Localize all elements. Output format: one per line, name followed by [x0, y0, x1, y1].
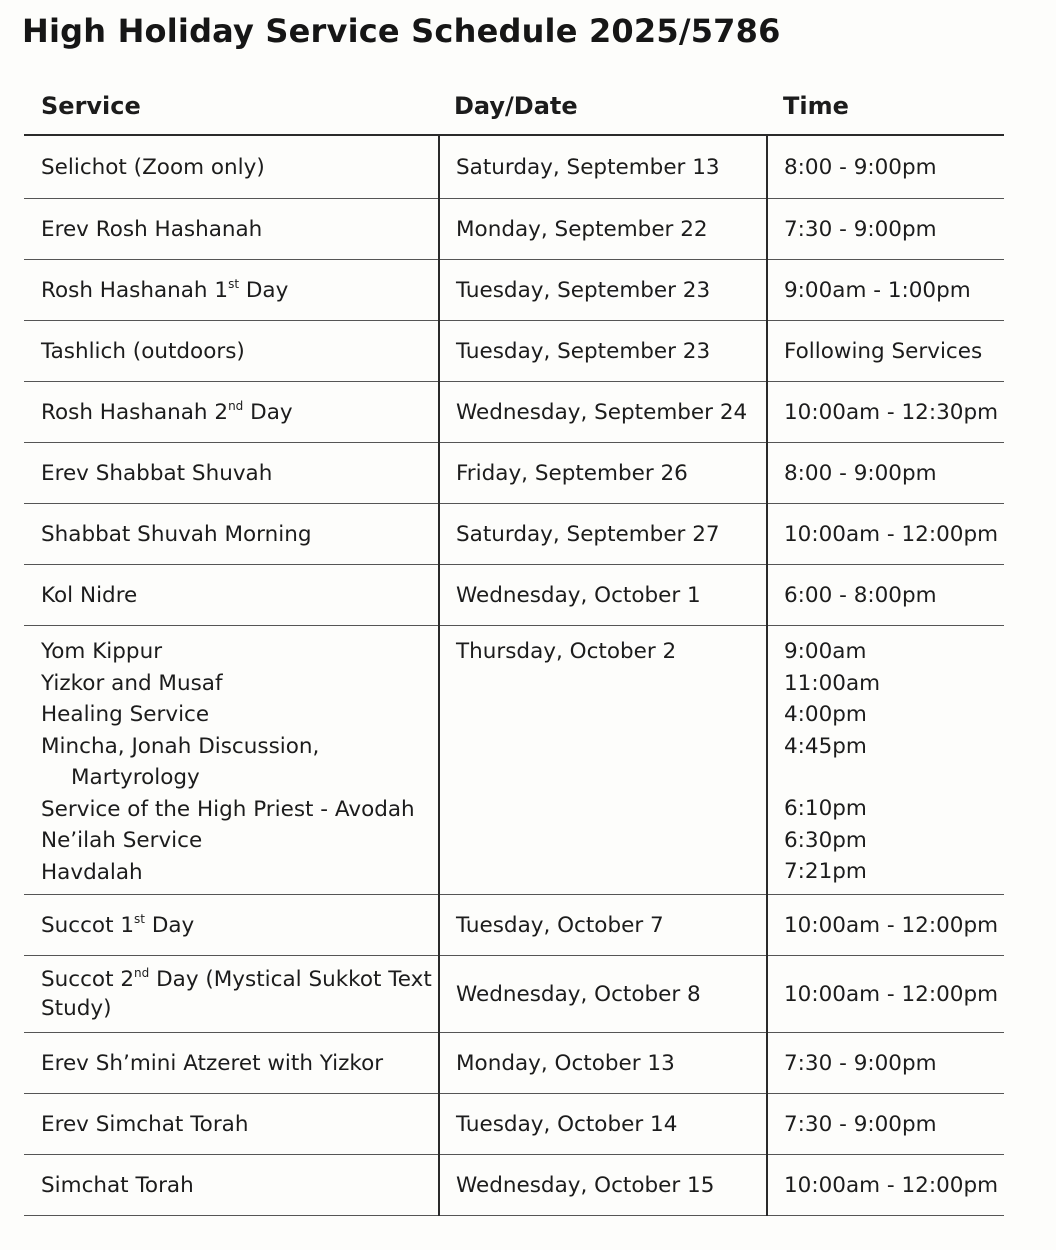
date-cell: Wednesday, October 15: [439, 1155, 767, 1216]
service-line: Service of the High Priest - Avodah: [41, 796, 415, 822]
time-line: 4:45pm: [784, 733, 867, 759]
time-line: 11:00am: [784, 670, 881, 696]
date-cell: Thursday, October 2: [439, 626, 767, 895]
column-header-date: Day/Date: [439, 82, 767, 135]
service-text: Succot 2: [41, 967, 135, 992]
service-cell: Erev Sh’mini Atzeret with Yizkor: [24, 1033, 439, 1094]
time-cell: 10:00am - 12:00pm: [767, 956, 1004, 1033]
table-row: [24, 443, 1004, 504]
service-text-tail: Day: [239, 277, 289, 303]
service-cell: Erev Simchat Torah: [24, 1094, 439, 1155]
time-cell: 9:00am - 1:00pm: [767, 260, 1004, 321]
date-cell: Friday, September 26: [439, 443, 767, 504]
table-header-row: [24, 82, 1004, 135]
service-line-continued: Martyrology: [71, 765, 200, 790]
table-row: [24, 504, 1004, 565]
table-row: [24, 260, 1004, 321]
time-cell: 6:00 - 8:00pm: [767, 565, 1004, 626]
date-cell: Wednesday, October 1: [439, 565, 767, 626]
time-cell: 8:00 - 9:00pm: [767, 135, 1004, 199]
service-cell: [24, 382, 439, 443]
table-row: [24, 1033, 1004, 1094]
time-line: 9:00am: [784, 639, 867, 664]
date-cell: Wednesday, September 24: [439, 382, 767, 443]
service-line: Yom Kippur: [41, 639, 163, 664]
service-text-tail: Day (Mystical Sukkot Text Study): [41, 967, 432, 1021]
table-row: [24, 1094, 1004, 1155]
column-header-service: Service: [24, 82, 439, 135]
time-cell: Following Services: [767, 321, 1004, 382]
service-cell: Kol Nidre: [24, 565, 439, 626]
schedule-table: [24, 82, 1004, 1216]
service-line: Havdalah: [41, 859, 143, 885]
date-cell: Saturday, September 13: [439, 135, 767, 199]
date-cell: Saturday, September 27: [439, 504, 767, 565]
column-header-time: Time: [767, 82, 1004, 135]
date-cell: Tuesday, September 23: [439, 260, 767, 321]
service-cell: Simchat Torah: [24, 1155, 439, 1216]
service-cell: Shabbat Shuvah Morning: [24, 504, 439, 565]
service-cell: Selichot (Zoom only): [24, 135, 439, 199]
service-cell: [24, 956, 439, 1033]
service-text-tail: Day: [144, 912, 195, 938]
time-line: 6:10pm: [784, 796, 867, 821]
date-cell: Wednesday, October 8: [439, 956, 767, 1033]
table-row: [24, 199, 1004, 260]
table-row: [24, 1155, 1004, 1216]
time-line: 4:00pm: [784, 702, 867, 727]
service-cell: Tashlich (outdoors): [24, 321, 439, 382]
time-cell: 10:00am - 12:30pm: [767, 382, 1004, 443]
service-line: Healing Service: [41, 702, 210, 727]
service-text: Succot 1: [41, 912, 135, 938]
table-row: [24, 565, 1004, 626]
table-row: [24, 135, 1004, 199]
table-row: [24, 321, 1004, 382]
ordinal-suffix: nd: [228, 398, 244, 413]
service-text: Rosh Hashanah 2: [41, 399, 229, 425]
time-cell: 7:30 - 9:00pm: [767, 1094, 1004, 1155]
service-line: Yizkor and Musaf: [41, 670, 223, 696]
service-cell: Erev Rosh Hashanah: [24, 199, 439, 260]
time-cell: 10:00am - 12:00pm: [767, 895, 1004, 956]
time-line: 7:21pm: [784, 859, 867, 884]
date-cell: Tuesday, October 7: [439, 895, 767, 956]
service-line: Ne’ilah Service: [41, 828, 203, 853]
table-row: [24, 956, 1004, 1033]
time-cell: 10:00am - 12:00pm: [767, 1155, 1004, 1216]
time-cell: 10:00am - 12:00pm: [767, 504, 1004, 565]
time-cell: [767, 626, 1004, 895]
time-cell: 7:30 - 9:00pm: [767, 199, 1004, 260]
date-cell: Monday, October 13: [439, 1033, 767, 1094]
service-cell: [24, 895, 439, 956]
table-row-yom-kippur: [24, 626, 1004, 895]
time-spacer: [784, 762, 1004, 793]
date-cell: Tuesday, October 14: [439, 1094, 767, 1155]
ordinal-suffix: st: [134, 911, 145, 926]
time-cell: 7:30 - 9:00pm: [767, 1033, 1004, 1094]
service-text-tail: Day: [243, 399, 293, 425]
ordinal-suffix: nd: [134, 966, 150, 980]
table-row: [24, 382, 1004, 443]
ordinal-suffix: st: [228, 276, 240, 291]
date-cell: Tuesday, September 23: [439, 321, 767, 382]
table-row: [24, 895, 1004, 956]
service-cell: Erev Shabbat Shuvah: [24, 443, 439, 504]
service-line: Mincha, Jonah Discussion,: [41, 733, 320, 759]
service-text: Rosh Hashanah 1: [41, 277, 229, 303]
service-cell: [24, 260, 439, 321]
page-title: High Holiday Service Schedule 2025/5786: [22, 12, 781, 50]
time-cell: 8:00 - 9:00pm: [767, 443, 1004, 504]
time-line: 6:30pm: [784, 827, 867, 853]
service-cell: [24, 626, 439, 895]
date-cell: Monday, September 22: [439, 199, 767, 260]
